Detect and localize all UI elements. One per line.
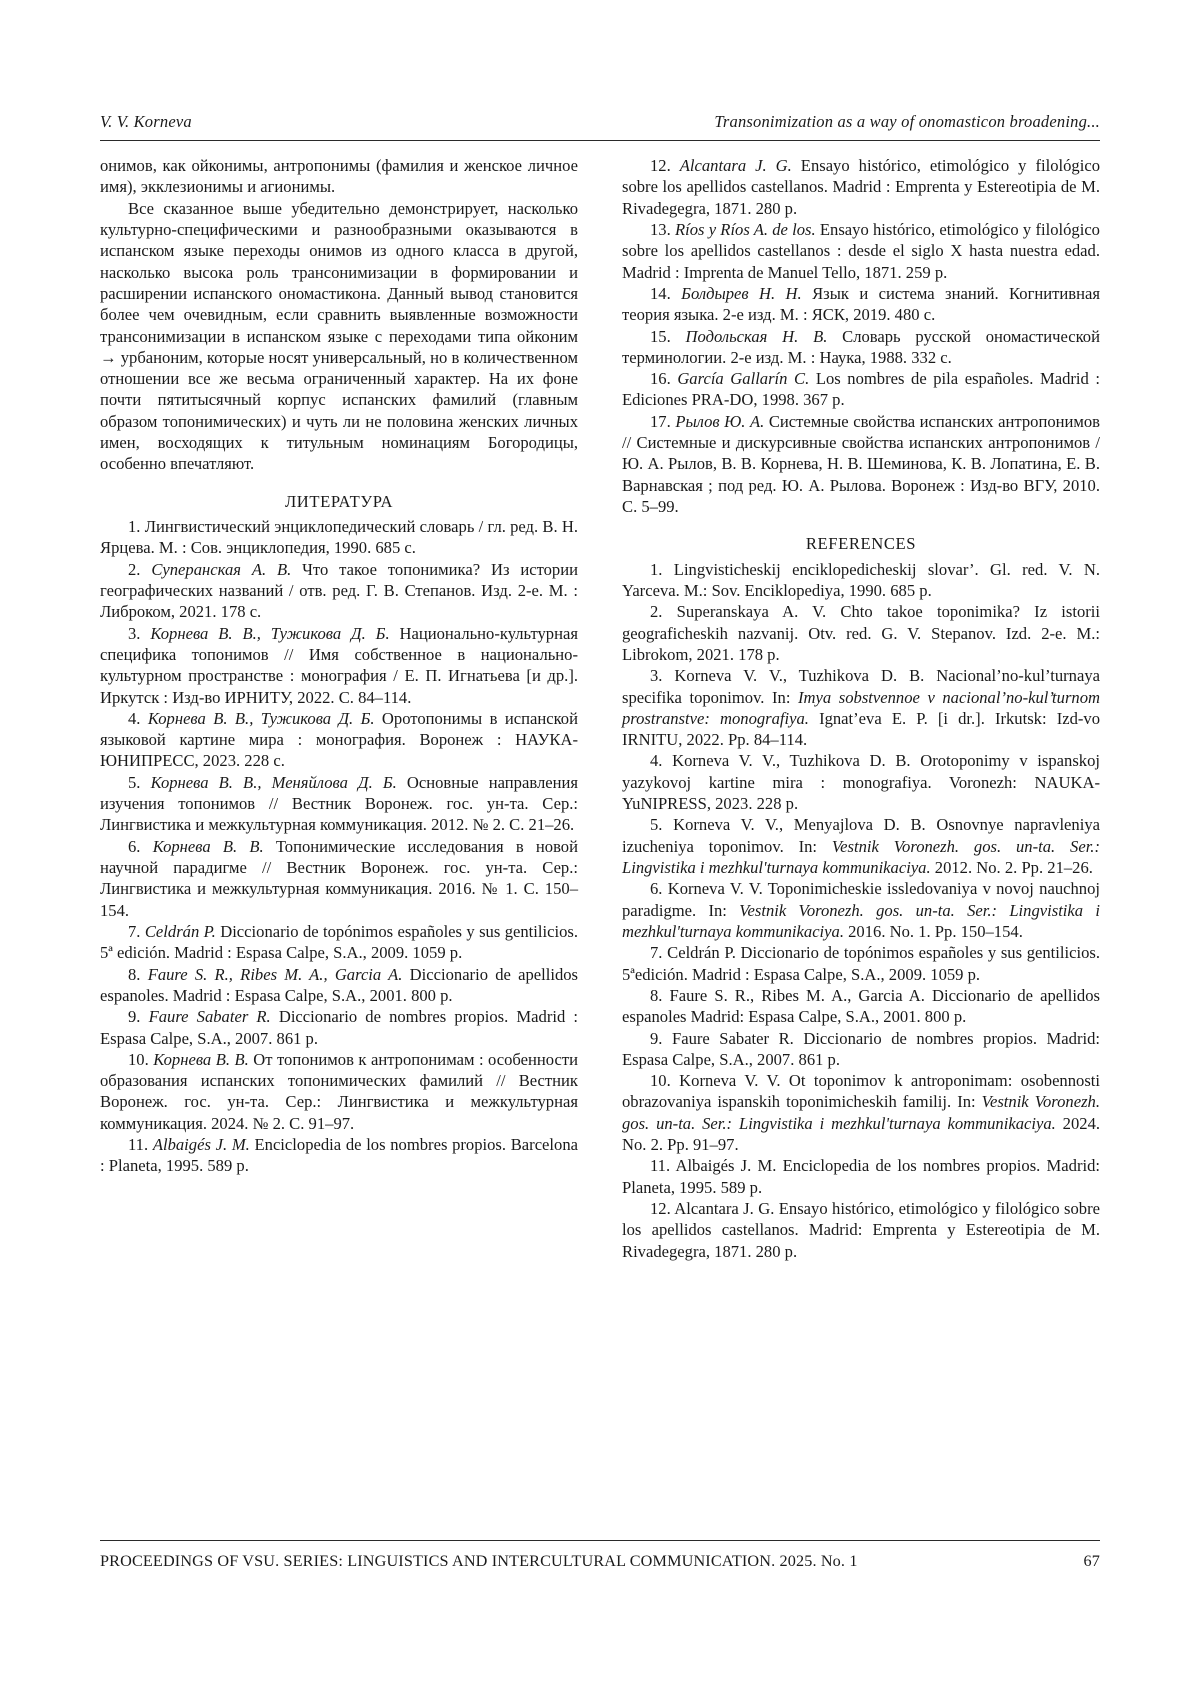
reference-number: 6. <box>128 836 141 856</box>
reference-author: Корнева В. В. <box>152 836 264 856</box>
reference-number: 12. <box>650 156 671 175</box>
reference-author: Подольская Н. В. <box>685 326 828 346</box>
reference-text: Национально-культурная специфика топонимов // Имя собственное в национально-культурном пространстве : монография / Е. П. Игнатьева [и др.]. Иркутск : Изд-во ИРНИТУ, 2022. С. 84–114. <box>100 623 578 707</box>
page-footer <box>100 1552 1100 1571</box>
literature-reference-item <box>100 708 578 772</box>
reference-author: Faure Sabater R. <box>148 1007 271 1027</box>
references-reference-item <box>622 985 1100 1028</box>
reference-author: Faure S. R., Ribes M. A., Garcia A. <box>147 964 403 984</box>
reference-number: 14. <box>650 283 671 303</box>
footer-rule <box>100 1540 1100 1541</box>
reference-author: Болдырев Н. Н. <box>681 283 802 303</box>
literature-heading: ЛИТЕРАТУРА <box>284 491 394 511</box>
two-column-body <box>100 155 1100 1445</box>
reference-text: Diccionario de nombres propios. Madrid : Espasa Calpe, S.A., 2007. 861 p. <box>100 1007 579 1048</box>
literature-reference-item <box>622 411 1100 518</box>
running-head <box>100 112 1100 132</box>
references-reference-item <box>622 1070 1100 1155</box>
literature-reference-item <box>100 921 578 964</box>
reference-text: Korneva V. V. Toponimicheskie issledovaniya v novoj nauchnoj paradigme. In: <box>622 879 1100 920</box>
references-reference-item <box>622 601 1100 665</box>
references-reference-item <box>622 942 1100 985</box>
reference-author: Корнева В. В., Меняйлова Д. Б. <box>150 772 397 792</box>
reference-number: 8. <box>128 964 141 984</box>
reference-text: Diccionario de apellidos espanoles. Madrid : Espasa Calpe, S.A., 2001. 800 p. <box>100 964 579 1005</box>
reference-number: 4. <box>650 751 663 771</box>
reference-author: Корнева В. В., Тужикова Д. Б. <box>150 623 390 643</box>
reference-number: 7. <box>128 921 141 941</box>
reference-number: 13. <box>650 219 671 239</box>
reference-text: Топонимические исследования в новой научной парадигме // Вестник Воронеж. гос. ун-та. Сер.: Лингвистика и межкультурная коммуникация. 2016. № 1. С. 150–154. <box>100 836 578 920</box>
reference-number: 3. <box>128 623 141 643</box>
reference-number: 10. <box>128 1049 149 1069</box>
right-column <box>622 155 1100 1445</box>
reference-number: 11. <box>128 1135 149 1155</box>
reference-author: Celdrán P. <box>144 921 216 941</box>
reference-text: Albaigés J. M. Enciclopedia de los nombres propios. Madrid: Planeta, 1995. 589 p. <box>622 1156 1100 1197</box>
literature-reference-item <box>100 1006 578 1049</box>
reference-text: Diccionario de topónimos españoles y sus gentilicios. 5ª edición. Madrid : Espasa Calpe, S.A., 2009. 1059 p. <box>100 921 578 963</box>
reference-text: Ensayo histórico, etimológico y filológico sobre los apellidos castellanos : desde el siglo X hasta nuestra edad. Madrid : Imprenta de Manuel Tello, 1871. 259 p. <box>622 219 1100 282</box>
reference-author: Ríos y Ríos A. de los. <box>674 219 816 239</box>
reference-text-tail: 2016. No. 1. Pp. 150–154. <box>843 921 1023 941</box>
reference-text: Korneva V. V. Ot toponimov k antroponimam: osobennosti obrazovaniya ispanskih toponimicheskih familij. In: <box>622 1071 1100 1112</box>
reference-author: Рылов Ю. А. <box>675 411 765 431</box>
reference-text: Celdrán P. Diccionario de topónimos españoles y sus gentilicios. 5ªedición. Madrid : Espasa Calpe, S.A., 2009. 1059 p. <box>622 943 1100 984</box>
reference-text: Faure Sabater R. Diccionario de nombres propios. Madrid: Espasa Calpe, S.A., 2007. 861 p. <box>622 1028 1100 1069</box>
reference-source: Vestnik Voronezh. gos. un-ta. Ser.: Lingvistika i mezhkul'turnaya kommunikaciya. <box>622 836 1100 877</box>
references-reference-item <box>622 750 1100 814</box>
body-paragraph: Все сказанное выше убедительно демонстрирует, насколько культурно-специфическими и разнообразными оказываются в испанском языке переходы онимов из одного класса в другой, насколько высока роль трансонимизации в формировании и расширении испанского ономастикона. Данный вывод становится более чем очевидным, если сравнить выявленные возможности трансонимизации в испанском языке с переходами типа ойконим → урбаноним, которые носят универсальный, но в количественном отношении все же весьма ограниченный характер. На их фоне почти пятитысячный корпус испанских фамилий (главным образом топонимических) и чуть ли не половина женских личных имен, восходящих к титульным номинациям Богородицы, особенно впечатляют. <box>100 198 578 474</box>
reference-text: Словарь русской ономастической терминологии. 2-е изд. М. : Наука, 1988. 332 с. <box>622 326 1100 367</box>
reference-author: Albaigés J. M. <box>152 1135 250 1155</box>
reference-author: García Gallarín C. <box>677 369 810 389</box>
reference-number: 3. <box>650 666 663 686</box>
reference-number: 2. <box>128 559 141 579</box>
reference-number: 6. <box>650 879 663 899</box>
reference-number: 5. <box>128 772 141 792</box>
reference-author: Корнева В. В. <box>153 1049 249 1069</box>
reference-text: Ensayo histórico, etimológico y filológico sobre los apellidos castellanos. Madrid : Emprenta y Estereotipia de M. Rivadegegra, 1871. 280 p. <box>622 156 1100 218</box>
reference-number: 7. <box>650 943 663 963</box>
reference-text: Язык и система знаний. Когнитивная теория языка. 2-е изд. М. : ЯСК, 2019. 480 с. <box>622 283 1100 325</box>
literature-reference-item <box>100 772 578 836</box>
reference-number: 16. <box>650 369 671 389</box>
reference-number: 4. <box>128 708 141 728</box>
references-reference-item <box>622 559 1100 602</box>
references-reference-item <box>622 1198 1100 1262</box>
reference-text: Основные направления изучения топонимов // Вестник Воронеж. гос. ун-та. Сер.: Лингвистика и межкультурная коммуникация. 2012. № 2. С. 21–26. <box>100 772 579 835</box>
references-reference-item <box>622 1155 1100 1198</box>
literature-reference-item <box>622 326 1100 369</box>
reference-text: Korneva V. V., Tuzhikova D. B. Nacional’no-kul’turnaya specifika toponimov. In: <box>622 666 1100 707</box>
literature-reference-item <box>100 836 578 921</box>
reference-text-tail: 2012. No. 2. Pp. 21–26. <box>930 858 1093 877</box>
literature-reference-item <box>622 368 1100 411</box>
header-rule <box>100 140 1100 141</box>
reference-text-tail: 2024. No. 2. Pp. 91–97. <box>622 1113 1101 1155</box>
reference-number: 2. <box>650 602 663 622</box>
reference-text: Оротопонимы в испанской языковой картине мира : монография. Воронеж : НАУКА-ЮНИПРЕСС, 2023. 228 с. <box>100 708 578 771</box>
reference-author: Alcantara J. G. <box>679 156 792 175</box>
reference-text: Alcantara J. G. Ensayo histórico, etimológico y filológico sobre los apellidos castellanos. Madrid: Emprenta y Estereotipia de M. Rivadegegra, 1871. 280 p. <box>622 1199 1100 1261</box>
reference-text: Superanskaya A. V. Chto takoe toponimika? Iz istorii geograficheskih nazvanij. Otv. red. G. V. Stepanov. Izd. 2-e. M.: Librokom, 2021. 178 p. <box>622 602 1100 664</box>
literature-reference-item <box>100 964 578 1007</box>
literature-reference-item <box>100 516 578 559</box>
reference-text: Лингвистический энциклопедический словарь / гл. ред. В. Н. Ярцева. М. : Сов. энциклопедия, 1990. 685 с. <box>100 517 578 558</box>
running-head-author: V. V. Korneva <box>100 112 192 131</box>
literature-reference-item <box>100 1049 578 1134</box>
references-reference-item <box>622 665 1100 750</box>
page-number: 67 <box>1083 1552 1100 1570</box>
reference-text: Enciclopedia de los nombres propios. Barcelona : Planeta, 1995. 589 p. <box>100 1135 578 1176</box>
reference-number: 9. <box>128 1007 141 1027</box>
reference-text-tail: Ignat’eva E. P. [i dr.]. Irkutsk: Izd-vo IRNITU, 2022. Pp. 84–114. <box>622 708 1100 750</box>
reference-number: 5. <box>650 815 663 835</box>
literature-reference-item <box>100 559 578 623</box>
reference-number: 1. <box>650 559 663 579</box>
reference-source: Vestnik Voronezh. gos. un-ta. Ser.: Lingvistika i mezhkul'turnaya kommunikaciya. <box>622 900 1100 941</box>
reference-text: Korneva V. V., Menyajlova D. B. Osnovnye napravleniya izucheniya toponimov. In: <box>622 815 1100 856</box>
references-heading: REFERENCES <box>805 534 917 554</box>
reference-text: От топонимов к антропонимам : особенности образования испанских топонимических фамилий // Вестник Воронеж. гос. ун-та. Сер.: Лингвистика и межкультурная коммуникация. 2024. № 2. С. 91–97. <box>100 1049 578 1133</box>
literature-reference-item <box>622 219 1100 283</box>
reference-text: Korneva V. V., Tuzhikova D. B. Orotoponimy v ispanskoj yazykovoj kartine mira : monografiya. Voronezh: NAUKA-YuNIPRESS, 2023. 228 p. <box>622 751 1100 814</box>
reference-number: 9. <box>650 1028 663 1048</box>
reference-number: 1. <box>128 517 141 536</box>
left-column <box>100 155 578 1445</box>
references-reference-item <box>622 1028 1100 1071</box>
reference-number: 10. <box>650 1071 671 1091</box>
reference-text: Los nombres de pila españoles. Madrid : Ediciones PRA-DO, 1998. 367 p. <box>622 369 1100 410</box>
references-reference-item <box>622 878 1100 942</box>
reference-text: Lingvisticheskij enciklopedicheskij slovar’. Gl. red. V. N. Yarceva. M.: Sov. Enciklopediya, 1990. 685 p. <box>622 559 1100 600</box>
literature-reference-item <box>622 155 1100 219</box>
reference-source: Imya sobstvennoe v nacional’no-kul’turnom prostranstve: monografiya. <box>622 687 1100 728</box>
reference-text: Что такое топонимика? Из истории географических названий / отв. ред. Г. В. Степанов. Изд. 2-е. М. : Либроком, 2021. 178 с. <box>100 559 578 622</box>
body-paragraph-continuation: онимов, как ойконимы, антропонимы (фамилия и женское личное имя), экклезионимы и агионимы. <box>100 156 578 197</box>
literature-reference-item <box>100 623 578 708</box>
reference-source: Vestnik Voronezh. gos. un-ta. Ser.: Lingvistika i mezhkul'turnaya kommunikaciya. <box>622 1092 1101 1133</box>
reference-author: Корнева В. В., Тужикова Д. Б. <box>147 708 375 728</box>
reference-text: Системные свойства испанских антропонимов // Системные и дискурсивные свойства испанских антропонимов / Ю. А. Рылов, В. В. Корнева, Н. В. Шеминова, К. В. Лопатина, Е. В. Варнавская ; под ред. Ю. А. Рылова. Воронеж : Изд-во ВГУ, 2010. С. 5–99. <box>622 411 1101 516</box>
reference-number: 15. <box>650 326 671 346</box>
journal-footer-text: PROCEEDINGS OF VSU. SERIES: LINGUISTICS AND INTERCULTURAL COMMUNICATION. 2025. No. 1 <box>100 1552 858 1570</box>
running-head-title: Transonimization as a way of onomasticon broadening... <box>714 112 1100 131</box>
reference-author: Суперанская А. В. <box>151 559 292 579</box>
reference-text: Faure S. R., Ribes M. A., Garcia A. Diccionario de apellidos espanoles Madrid: Espasa Calpe, S.A., 2001. 800 p. <box>622 985 1100 1027</box>
literature-reference-item <box>100 1134 578 1177</box>
references-reference-item <box>622 814 1100 878</box>
reference-number: 11. <box>650 1156 671 1176</box>
reference-number: 8. <box>650 985 663 1005</box>
literature-reference-item <box>622 283 1100 326</box>
reference-number: 17. <box>650 411 671 431</box>
reference-number: 12. <box>650 1199 671 1218</box>
